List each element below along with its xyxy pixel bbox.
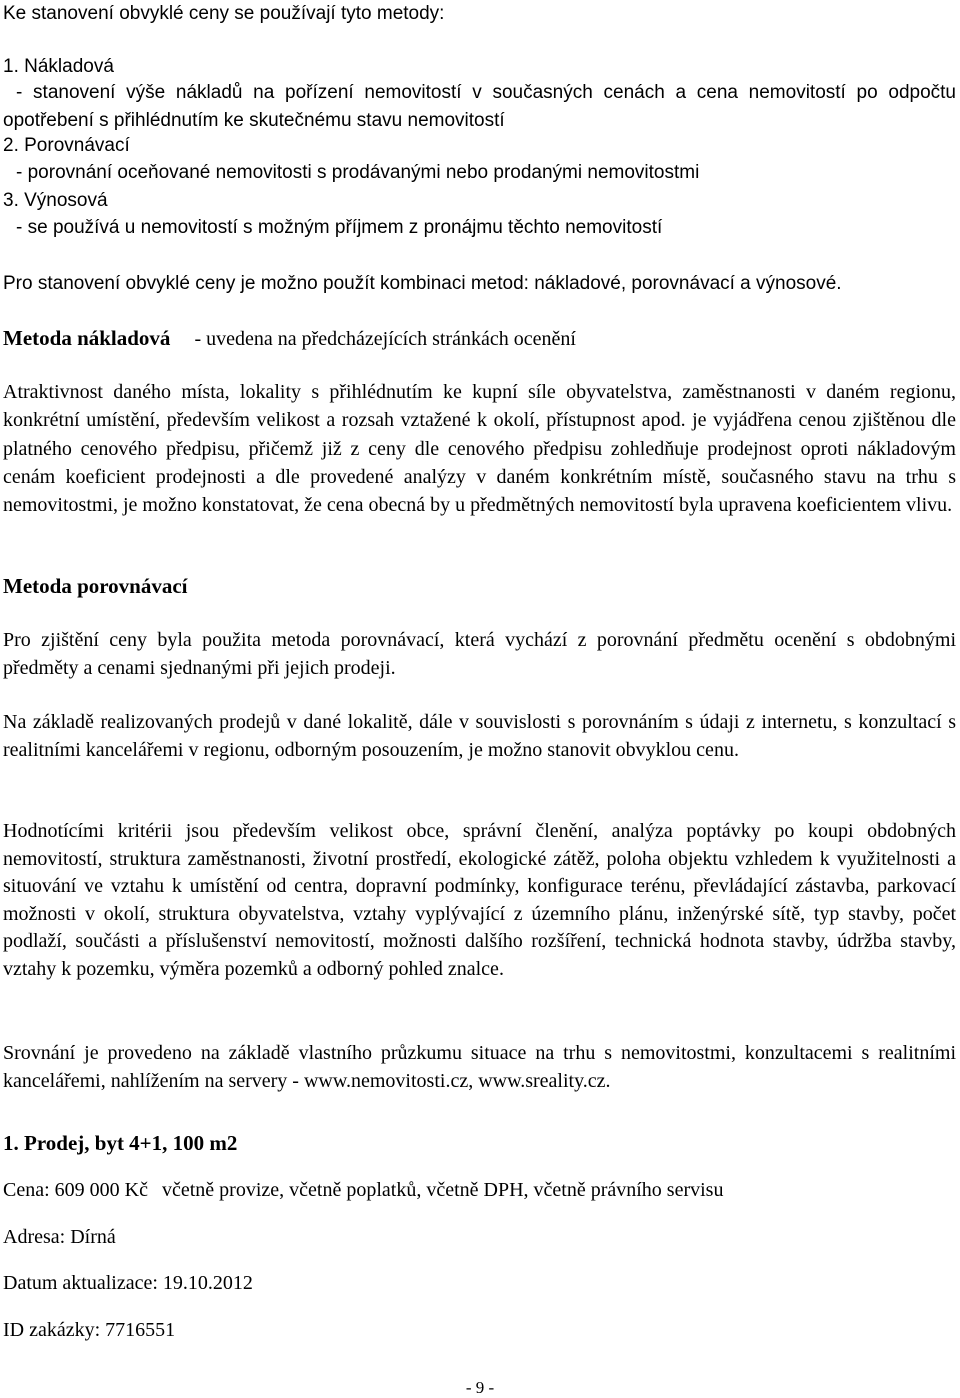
- cost-method-paragraph: Atraktivnost daného místa, lokality s přihlédnutím ke kupní síle obyvatelstva, zaměstnanosti v daném regionu, konkrétní umístění, především velikost a rozsah vztažené k okolí, přístupnost apod. je vyjádřena cenou zjištěnou dle platného cenového předpisu, přičemž již z ceny dle cenového předpisu zohledňuje prodejnost oproti nákladovým cenám koeficient prodejnosti a dle provedené analýzy v daném konkrétním místě, současného stavu na trhu s nemovitostmi, je možno konstatovat, že cena obecná by u předmětných nemovitostí byla upravena koeficientem vlivu.: [3, 381, 956, 517]
- price-label: Cena:: [3, 1179, 50, 1201]
- cost-method-label: Metoda nákladová: [3, 326, 171, 350]
- method-1-desc: - stanovení výše nákladů na pořízení nemovitostí v současných cenách a cena nemovitostí po odpočtu opotřebení s přihlédnutím ke skutečnému stavu nemovitostí: [3, 82, 956, 131]
- listing-title: 1. Prodej, byt 4+1, 100 m2: [3, 1131, 238, 1155]
- listing-updated-line: [3, 1272, 253, 1295]
- address-label: Adresa:: [3, 1226, 66, 1248]
- listing-order-line: [3, 1319, 175, 1342]
- price-note: včetně provize, včetně poplatků, včetně DPH, včetně právního servisu: [161, 1179, 724, 1201]
- method-2-desc: - porovnání oceňované nemovitosti s prodávanými nebo prodanými nemovitostmi: [16, 162, 700, 183]
- listing-price-line: [3, 1179, 723, 1202]
- intro-heading: Ke stanovení obvyklé ceny se používají tyto metody:: [3, 3, 445, 24]
- page-number: - 9 -: [465, 1378, 495, 1397]
- order-value: 7716551: [105, 1319, 176, 1341]
- cost-method-line: [3, 326, 576, 351]
- address-value: Dírná: [70, 1226, 116, 1248]
- method-3-desc: - se používá u nemovitostí s možným příjmem z pronájmu těchto nemovitostí: [16, 217, 663, 238]
- cost-method-note: - uvedena na předcházejících stránkách ocenění: [194, 328, 576, 350]
- comparative-paragraph-3: Hodnotícími kritérii jsou především velikost obce, správní členění, analýza poptávky po koupi obdobných nemovitostí, struktura zaměstnanosti, životní prostředí, ekologické zátěž, poloha objektu vzhledem k využitelnosti a situování ve vztahu k umístění od centra, dopravní podmínky, konfigurace terénu, převládající zástavba, parkovací možnosti v okolí, struktura obyvatelstva, vztahy vyplývající z územního plánu, inženýrské sítě, typ stavby, počet podlaží, součásti a příslušenství nemovitostí, možnosti dalšího rozšíření, technická hodnota stavby, údržba stavby, vztahy k pozemku, výměra pozemků a odborný pohled znalce.: [3, 820, 956, 980]
- comparative-method-heading: Metoda porovnávací: [3, 574, 188, 598]
- updated-label: Datum aktualizace:: [3, 1272, 158, 1294]
- combination-note: Pro stanovení obvyklé ceny je možno použít kombinaci metod: nákladové, porovnávací a výnosové.: [3, 273, 842, 294]
- method-1-title: 1. Nákladová: [3, 56, 114, 77]
- listing-address-line: [3, 1226, 116, 1249]
- comparative-paragraph-4: Srovnání je provedeno na základě vlastního průzkumu situace na trhu s nemovitostmi, konzultacemi s realitními kancelářemi, nahlížením na servery - www.nemovitosti.cz, www.sreality.cz.: [3, 1042, 956, 1092]
- method-2-title: 2. Porovnávací: [3, 135, 130, 156]
- comparative-paragraph-1: Pro zjištění ceny byla použita metoda porovnávací, která vychází z porovnání předmětu ocenění s obdobnými předměty a cenami sjednanými při jejich prodeji.: [3, 629, 956, 679]
- updated-value: 19.10.2012: [162, 1272, 253, 1294]
- method-3-title: 3. Výnosová: [3, 190, 108, 211]
- comparative-paragraph-2: Na základě realizovaných prodejů v dané lokalitě, dále v souvislosti s porovnáním s údaji z internetu, s konzultací s realitními kancelářemi v regionu, odborným posouzením, je možno stanovit obvyklou cenu.: [3, 711, 956, 761]
- price-value: 609 000 Kč: [54, 1179, 148, 1201]
- order-label: ID zakázky:: [3, 1319, 101, 1341]
